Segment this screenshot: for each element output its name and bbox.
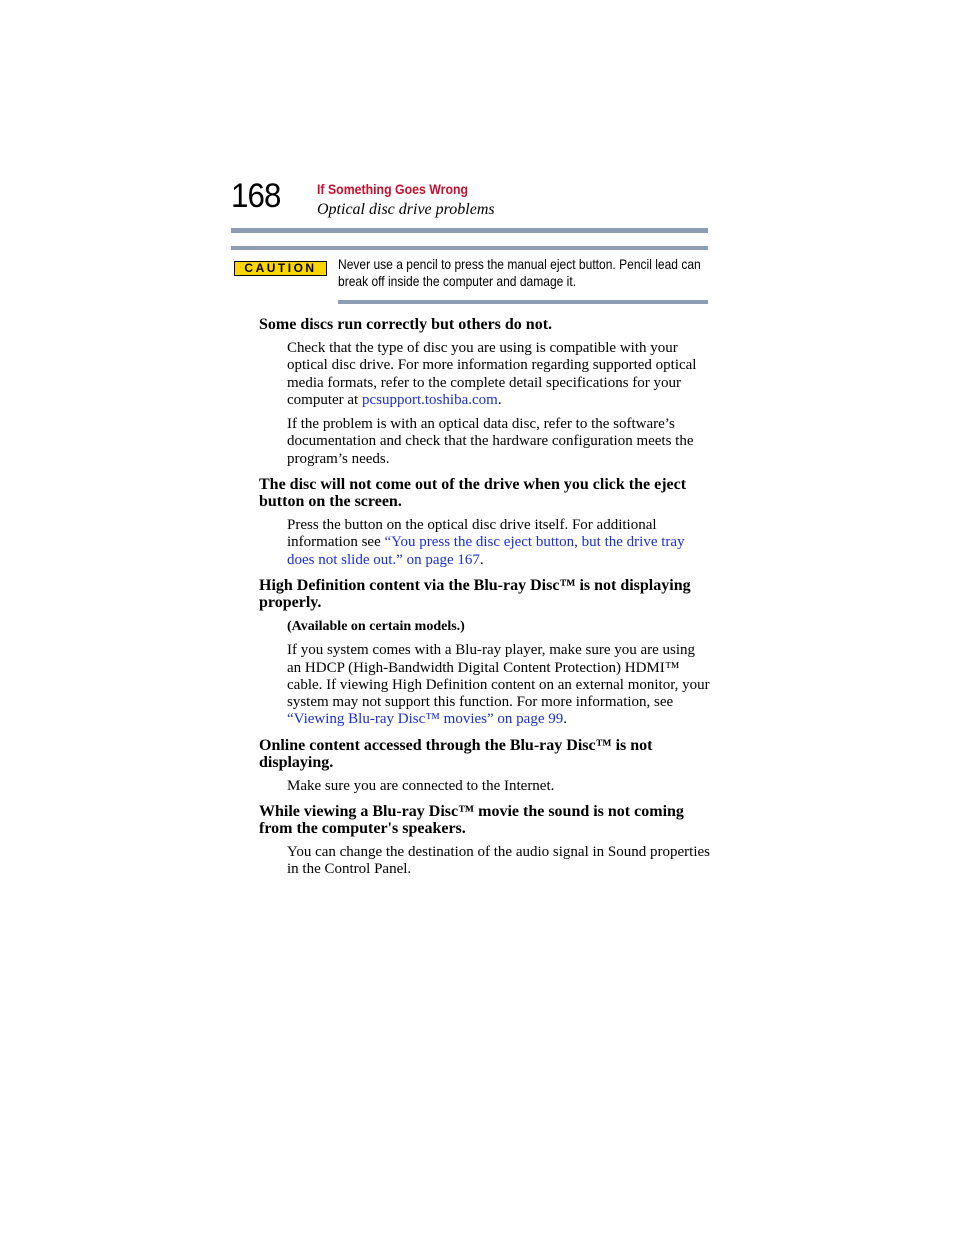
eject-tray-link[interactable]: “You press the disc eject button, but the drive tray does not slide out.” on page 167	[287, 534, 685, 568]
caution-rule-top	[231, 246, 708, 250]
chapter-title: If Something Goes Wrong	[317, 181, 469, 197]
caution-badge: CAUTION	[234, 261, 327, 276]
paragraph-end: .	[563, 711, 567, 728]
paragraph-end: .	[497, 391, 502, 408]
paragraph-text: Press the button on the optical disc drive itself. For additional information see	[287, 517, 657, 551]
main-content	[259, 314, 711, 879]
caution-rule-bottom	[338, 300, 708, 304]
heading-disc-wont-eject: The disc will not come out of the drive when you click the eject button on the screen.	[259, 476, 687, 511]
paragraph-text: If you system comes with a Blu-ray player, make sure you are using an HDCP (High-Bandwidth Digital Content Protection) HDMI™ cable. If viewing High Definition content on an external monitor, your system may not support this function. For more information, see	[287, 642, 710, 711]
availability-note: (Available on certain models.)	[287, 618, 465, 634]
paragraph-text: Check that the type of disc you are using is compatible with your optical disc drive. For more information regarding supported optical media formats, refer to the complete detail specifications for your computer at	[287, 340, 697, 408]
caution-text: Never use a pencil to press the manual eject button. Pencil lead can break off inside the computer and damage it.	[338, 256, 701, 289]
heading-hd-content: High Definition content via the Blu-ray Disc™ is not displaying properly.	[259, 576, 691, 611]
section-title: Optical disc drive problems	[317, 201, 495, 218]
page-number: 168	[231, 177, 281, 215]
paragraph-hdcp	[259, 642, 711, 728]
paragraph-compatibility	[259, 340, 711, 409]
bluray-movies-link[interactable]: “Viewing Blu-ray Disc™ movies” on page 99	[287, 711, 564, 728]
paragraph-eject	[259, 517, 711, 569]
paragraph-end: .	[479, 551, 484, 568]
heading-discs-some-work: Some discs run correctly but others do not.	[259, 316, 553, 333]
pcsupport-link[interactable]: pcsupport.toshiba.com	[361, 391, 498, 408]
paragraph-data-disc: If the problem is with an optical data disc, refer to the software’s documentation and check that the hardware configuration meets the program’s needs.	[287, 416, 694, 467]
header-rule	[231, 228, 708, 233]
heading-sound: While viewing a Blu-ray Disc™ movie the sound is not coming from the computer's speakers.	[259, 803, 684, 838]
heading-online-content: Online content accessed through the Blu-ray Disc™ is not displaying.	[259, 736, 653, 771]
paragraph-sound: You can change the destination of the audio signal in Sound properties in the Control Panel.	[287, 844, 710, 878]
paragraph-internet: Make sure you are connected to the Internet.	[287, 777, 555, 794]
